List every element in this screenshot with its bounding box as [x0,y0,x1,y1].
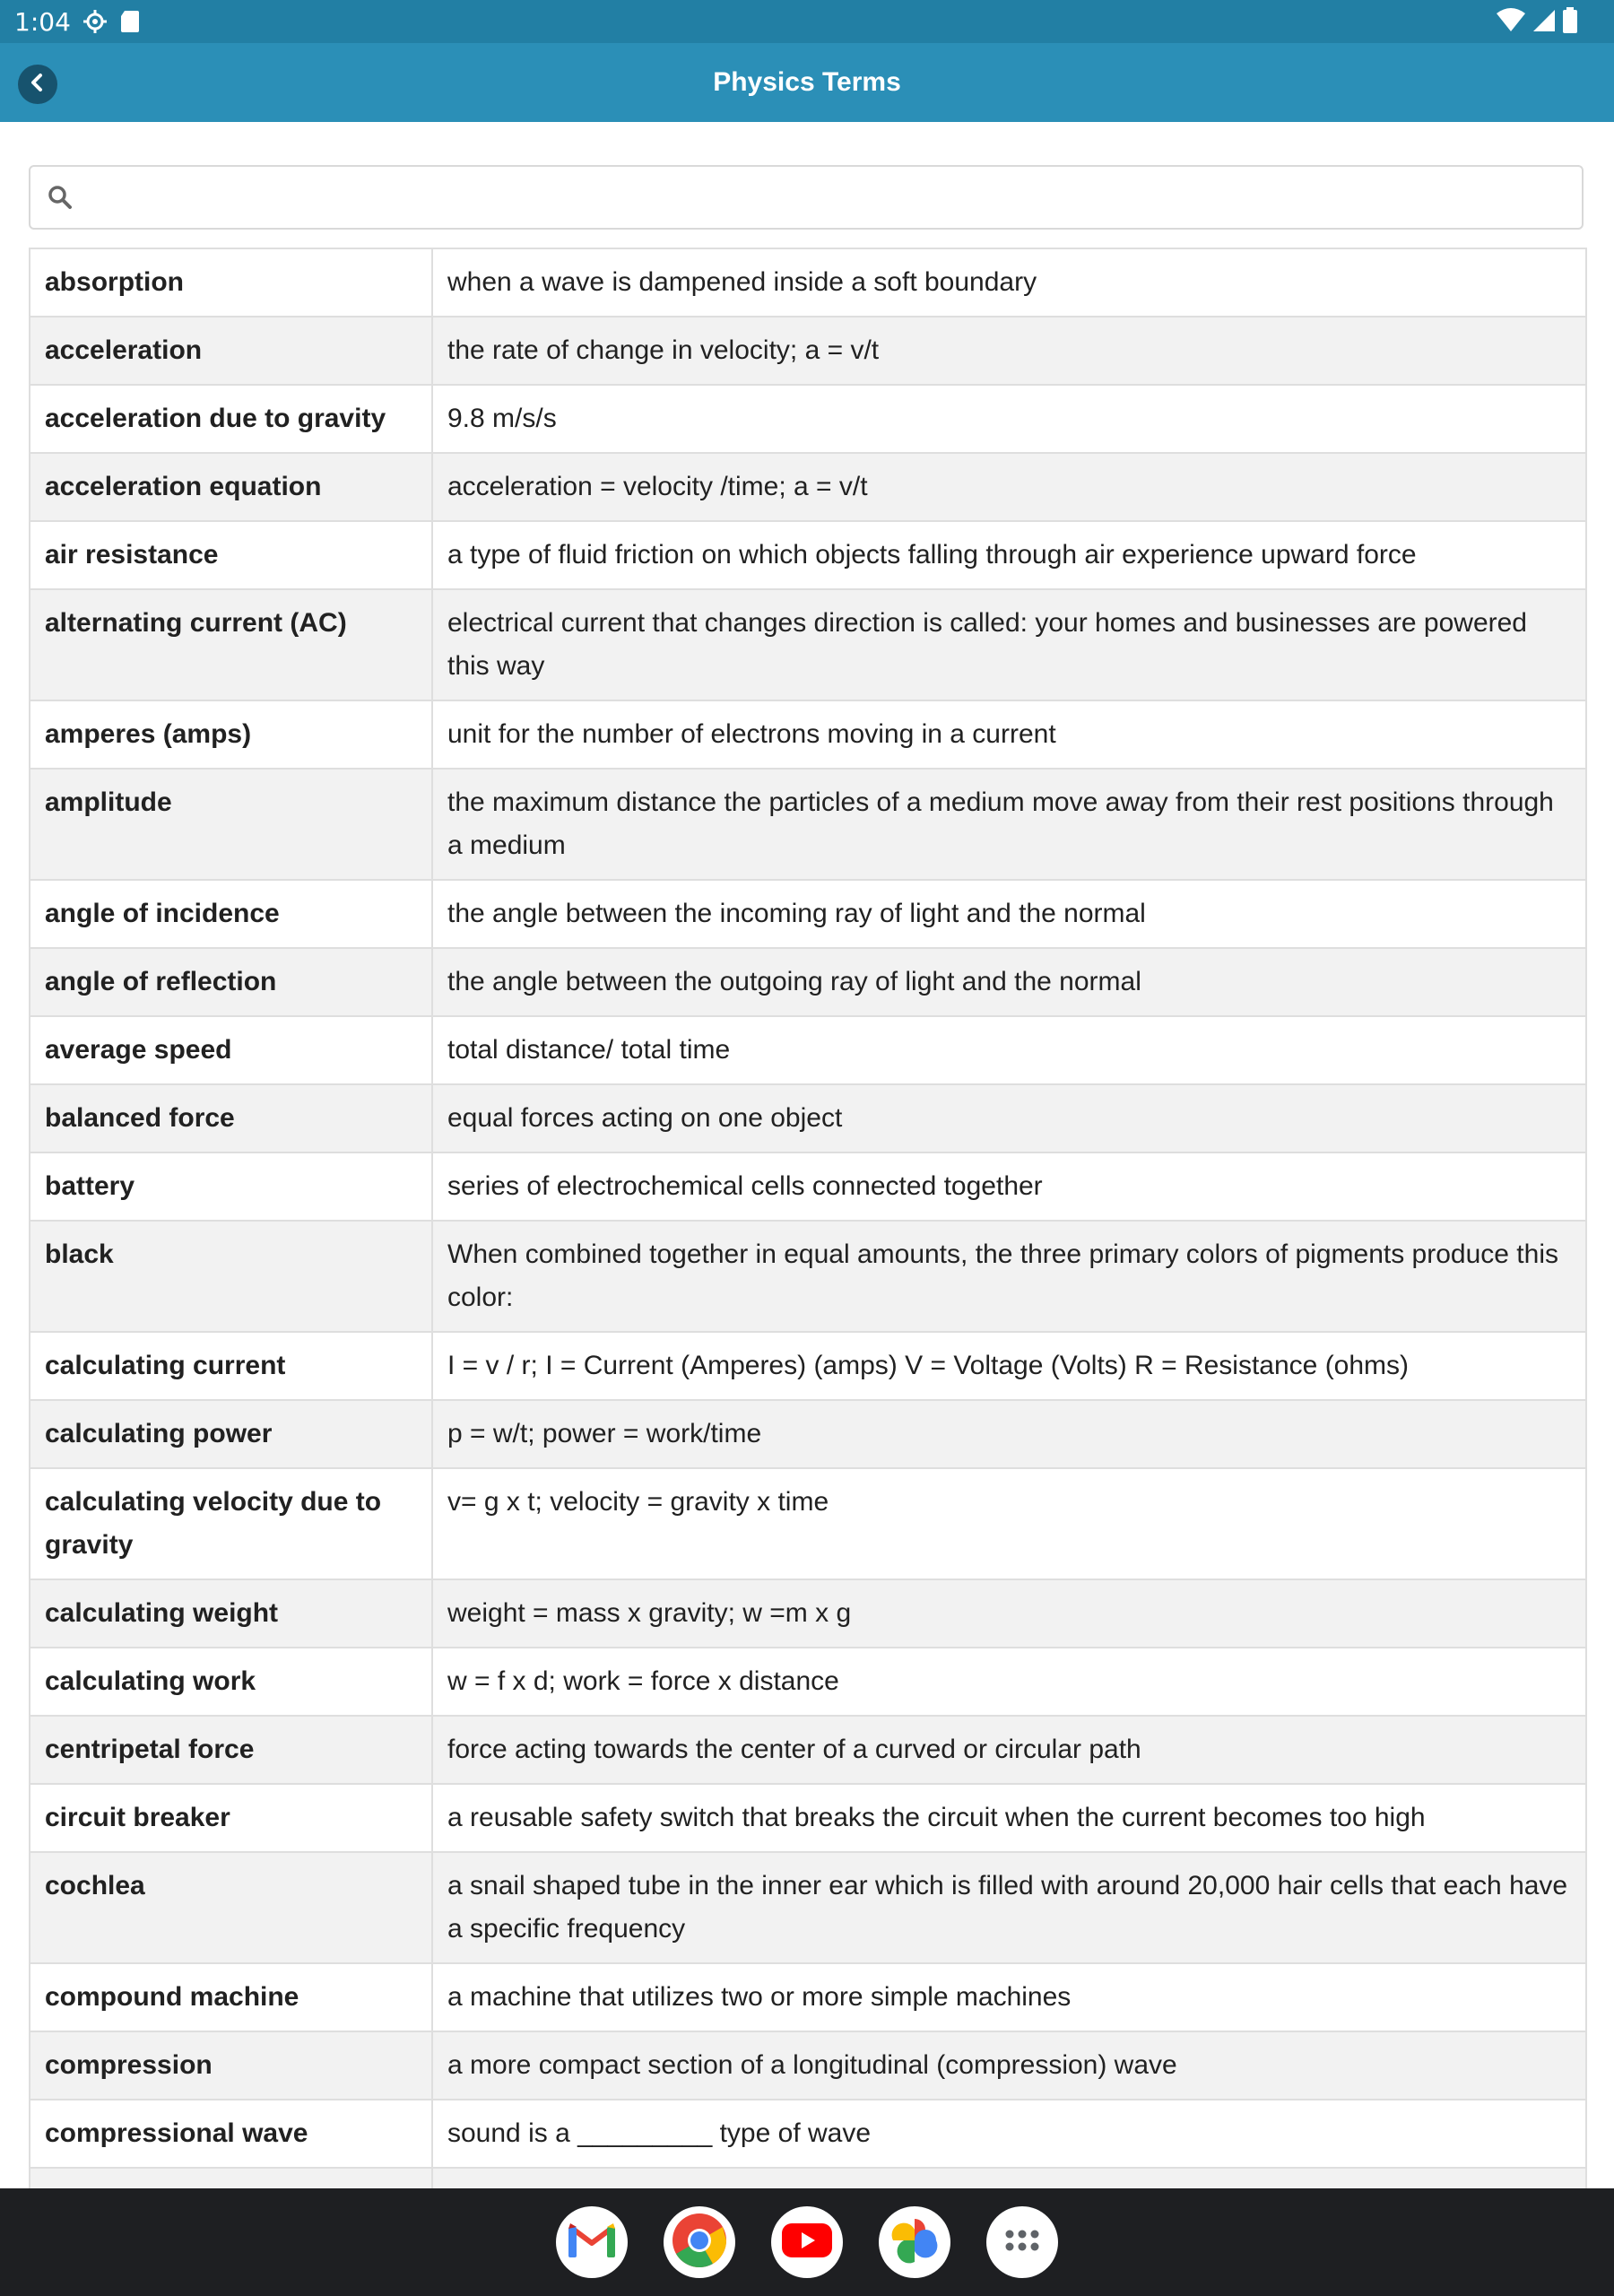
definition-cell: a more compact section of a longitudinal (compression) wave [432,2031,1586,2100]
term-cell: alternating current (AC) [30,589,432,700]
term-cell: cochlea [30,1852,432,1963]
battery-icon [1562,7,1578,39]
term-cell: angle of incidence [30,880,432,948]
definition-cell: p = w/t; power = work/time [432,1400,1586,1468]
table-row [30,1016,1586,1084]
table-row [30,1084,1586,1152]
navigation-dock [0,2188,1614,2296]
definition-cell: the angle between the outgoing ray of light and the normal [432,948,1586,1016]
definition-cell: acceleration = velocity /time; a = v/t [432,453,1586,521]
definition-cell: weight = mass x gravity; w =m x g [432,1579,1586,1648]
table-row [30,769,1586,880]
youtube-icon [781,2222,833,2264]
term-cell: balanced force [30,1084,432,1152]
definition-cell: a snail shaped tube in the inner ear which is filled with around 20,000 hair cells that each have a specific frequency [432,1852,1586,1963]
photos-app-button[interactable] [879,2206,950,2278]
table-row [30,2031,1586,2100]
term-cell: air resistance [30,521,432,589]
table-row [30,453,1586,521]
term-cell: acceleration due to gravity [30,385,432,453]
table-row [30,385,1586,453]
terms-list[interactable] [29,248,1585,2188]
signal-icon [1532,8,1557,38]
table-row [30,521,1586,589]
term-cell: acceleration [30,317,432,385]
definition-cell: the maximum distance the particles of a medium move away from their rest positions through a medium [432,769,1586,880]
status-bar [0,0,1614,43]
term-cell: circuit breaker [30,1784,432,1852]
term-cell: average speed [30,1016,432,1084]
definition-cell: equal forces acting on one object [432,1084,1586,1152]
definition-cell: when a wave is dampened inside a soft boundary [432,248,1586,317]
settings-gear-icon [82,8,108,35]
app-drawer-button[interactable] [986,2206,1058,2278]
page-title: Physics Terms [713,67,901,97]
term-cell: calculating weight [30,1579,432,1648]
gmail-icon [568,2222,616,2264]
term-cell: acceleration equation [30,453,432,521]
term-cell: calculating work [30,1648,432,1716]
table-row [30,589,1586,700]
table-row [30,1852,1586,1963]
term-cell: calculating power [30,1400,432,1468]
table-row [30,1400,1586,1468]
table-row [30,880,1586,948]
table-row [30,248,1586,317]
table-row [30,948,1586,1016]
definition-cell: electrical current that changes direction is called: your homes and businesses are powered this way [432,589,1586,700]
term-cell: calculating velocity due to gravity [30,1468,432,1579]
term-cell: amplitude [30,769,432,880]
term-cell: calculating current [30,1332,432,1400]
definition-cell: a reusable safety switch that breaks the circuit when the current becomes too high [432,1784,1586,1852]
definition-cell: total distance/ total time [432,1016,1586,1084]
photos-icon [889,2215,940,2270]
definition-cell: series of electrochemical cells connected together [432,1152,1586,1221]
table-row [30,2100,1586,2168]
search-icon [47,184,74,211]
term-cell: centripetal force [30,1716,432,1784]
table-row [30,1579,1586,1648]
wifi-icon [1496,8,1526,38]
table-row [30,317,1586,385]
chrome-icon [672,2213,727,2273]
youtube-app-button[interactable] [771,2206,843,2278]
term-cell: battery [30,1152,432,1221]
gmail-app-button[interactable] [556,2206,628,2278]
definition-cell: I = v / r; I = Current (Amperes) (amps) V = Voltage (Volts) R = Resistance (ohms) [432,1332,1586,1400]
table-row [30,700,1586,769]
app-bar [0,43,1614,122]
table-row [30,1221,1586,1332]
table-row [30,1468,1586,1579]
table-row [30,1648,1586,1716]
search-input[interactable] [82,170,1582,225]
definition-cell: unit for the number of electrons moving in a current [432,700,1586,769]
definition-cell: a machine that utilizes two or more simple machines [432,1963,1586,2031]
term-cell: compound machine [30,1963,432,2031]
term-cell: compressional wave [30,2100,432,2168]
definition-cell: a type of fluid friction on which objects falling through air experience upward force [432,521,1586,589]
definition-cell: 9.8 m/s/s [432,385,1586,453]
definition-cell: v= g x t; velocity = gravity x time [432,1468,1586,1579]
table-row [30,1332,1586,1400]
definition-cell: sound is a _________ type of wave [432,2100,1586,2168]
terms-table [29,248,1587,2237]
definition-cell: w = f x d; work = force x distance [432,1648,1586,1716]
status-time: 1:04 [14,6,71,37]
term-cell: absorption [30,248,432,317]
app-drawer-icon [1004,2228,1040,2257]
term-cell: amperes (amps) [30,700,432,769]
term-cell: black [30,1221,432,1332]
table-row [30,1784,1586,1852]
search-bar [29,165,1584,230]
definition-cell: When combined together in equal amounts, the three primary colors of pigments produce this color: [432,1221,1586,1332]
table-row [30,1716,1586,1784]
table-row [30,1152,1586,1221]
sd-card-icon [119,9,141,34]
definition-cell: the angle between the incoming ray of light and the normal [432,880,1586,948]
term-cell: angle of reflection [30,948,432,1016]
definition-cell: the rate of change in velocity; a = v/t [432,317,1586,385]
chrome-app-button[interactable] [664,2206,735,2278]
definition-cell: force acting towards the center of a curved or circular path [432,1716,1586,1784]
table-row [30,1963,1586,2031]
term-cell: compression [30,2031,432,2100]
